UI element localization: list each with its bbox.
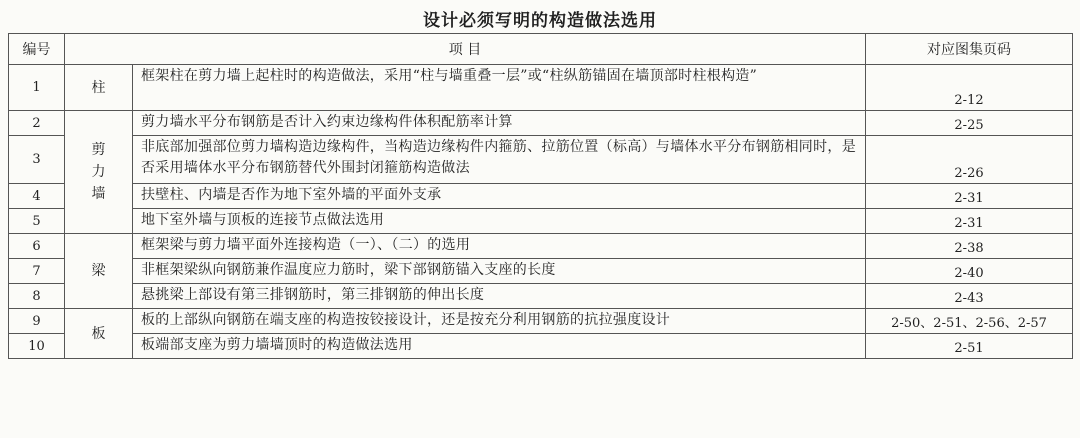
row-number: 6	[9, 234, 65, 259]
row-number: 5	[9, 209, 65, 234]
table-row	[9, 111, 1073, 136]
row-number: 8	[9, 284, 65, 309]
row-item: 地下室外墙与顶板的连接节点做法选用	[133, 209, 866, 234]
row-number: 1	[9, 65, 65, 111]
table-row	[9, 136, 1073, 184]
row-item: 非底部加强部位剪力墙构造边缘构件，当构造边缘构件内箍筋、拉筋位置（标高）与墙体水平分布钢筋相同时，是否采用墙体水平分布钢筋替代外围封闭箍筋构造做法	[133, 136, 866, 184]
row-page: 2-26	[866, 136, 1073, 184]
construction-method-table	[8, 33, 1073, 359]
category-shearwall: 剪 力 墙	[65, 111, 133, 234]
table-row	[9, 184, 1073, 209]
row-number: 2	[9, 111, 65, 136]
category-beam: 梁	[65, 234, 133, 309]
row-number: 9	[9, 309, 65, 334]
row-page: 2-38	[866, 234, 1073, 259]
table-title: 设计必须写明的构造做法选用	[423, 11, 657, 31]
table-row	[9, 65, 1073, 111]
table-row	[9, 309, 1073, 334]
row-item: 悬挑梁上部设有第三排钢筋时，第三排钢筋的伸出长度	[133, 284, 866, 309]
row-page: 2-25	[866, 111, 1073, 136]
table-row	[9, 234, 1073, 259]
row-item: 框架梁与剪力墙平面外连接构造（一）、（二）的选用	[133, 234, 866, 259]
row-item: 框架柱在剪力墙上起柱时的构造做法，采用“柱与墙重叠一层”或“柱纵筋锚固在墙顶部时柱根构造”	[133, 65, 866, 111]
row-item: 扶壁柱、内墙是否作为地下室外墙的平面外支承	[133, 184, 866, 209]
row-page: 2-50、2-51、2-56、2-57	[866, 309, 1073, 334]
row-number: 4	[9, 184, 65, 209]
category-column: 柱	[65, 65, 133, 111]
row-page: 2-51	[866, 334, 1073, 359]
row-page: 2-12	[866, 65, 1073, 111]
header-item: 项 目	[65, 34, 866, 65]
header-page: 对应图集页码	[866, 34, 1073, 65]
row-page: 2-31	[866, 184, 1073, 209]
row-number: 3	[9, 136, 65, 184]
table-row	[9, 284, 1073, 309]
row-number: 7	[9, 259, 65, 284]
header-row	[9, 34, 1073, 65]
table-row	[9, 209, 1073, 234]
row-page: 2-43	[866, 284, 1073, 309]
row-page: 2-40	[866, 259, 1073, 284]
row-item: 板的上部纵向钢筋在端支座的构造按铰接设计，还是按充分利用钢筋的抗拉强度设计	[133, 309, 866, 334]
row-page: 2-31	[866, 209, 1073, 234]
category-slab: 板	[65, 309, 133, 359]
header-num: 编号	[9, 34, 65, 65]
row-item: 板端部支座为剪力墙墙顶时的构造做法选用	[133, 334, 866, 359]
table-row	[9, 259, 1073, 284]
row-item: 剪力墙水平分布钢筋是否计入约束边缘构件体积配筋率计算	[133, 111, 866, 136]
table-row	[9, 334, 1073, 359]
row-item: 非框架梁纵向钢筋兼作温度应力筋时，梁下部钢筋锚入支座的长度	[133, 259, 866, 284]
row-number: 10	[9, 334, 65, 359]
